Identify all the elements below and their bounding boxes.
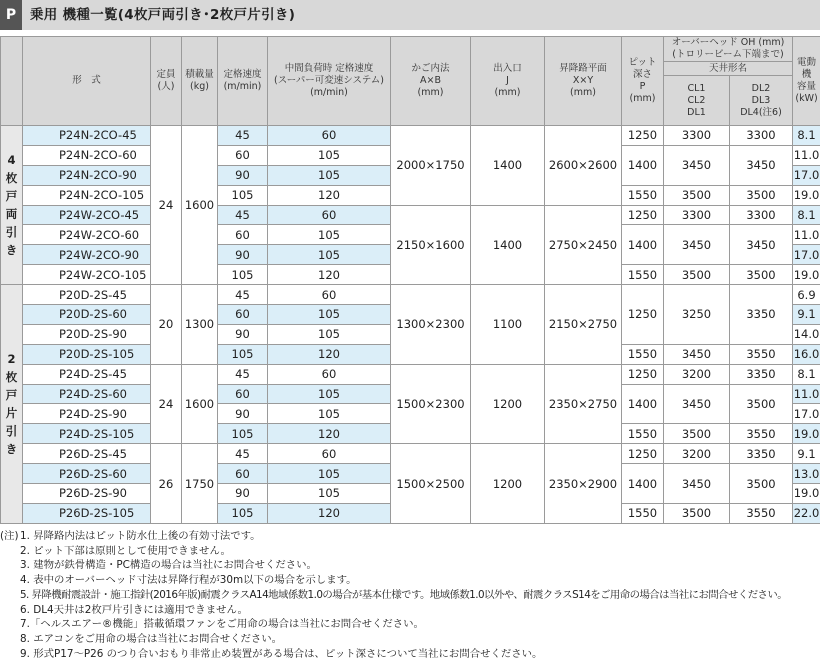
motor-cell: 8.1 — [793, 364, 820, 384]
model-cell: P24N-2CO-60 — [23, 145, 151, 165]
mid-speed-cell: 60 — [268, 205, 391, 225]
pit-cell: 1400 — [622, 145, 664, 185]
model-cell: P24W-2CO-45 — [23, 205, 151, 225]
pit-cell: 1400 — [622, 225, 664, 265]
model-cell: P24D-2S-90 — [23, 404, 151, 424]
pit-cell: 1250 — [622, 285, 664, 345]
note-text: 7.「ヘルスエアー®機能」搭載循環ファンをご用命の場合は当社にお問合せください。 — [20, 618, 424, 631]
motor-cell: 13.0 — [793, 464, 820, 484]
header-ceiling-cl: CL1 CL2 DL1 — [664, 76, 730, 126]
header-entrance: 出入口 J (mm) — [471, 37, 545, 126]
speed-cell: 90 — [218, 324, 268, 344]
note-text: 1. 昇降路内法はピット防水仕上後の有効寸法です。 — [20, 530, 261, 542]
pit-cell: 1550 — [622, 344, 664, 364]
pit-cell: 1400 — [622, 384, 664, 424]
oh-cl-cell: 3250 — [664, 285, 730, 345]
header-ceiling-dl: DL2 DL3 DL4(注6) — [730, 76, 793, 126]
header-capacity: 定員 (人) — [151, 37, 182, 126]
header-overhead: オーバーヘッド OH (mm) (トロリービーム下端まで) — [664, 37, 793, 62]
pit-cell: 1400 — [622, 464, 664, 504]
speed-cell: 45 — [218, 205, 268, 225]
motor-cell: 19.0 — [793, 424, 820, 444]
car-size-cell: 2150×1600 — [391, 205, 471, 285]
mid-speed-cell: 105 — [268, 484, 391, 504]
mid-speed-cell: 120 — [268, 344, 391, 364]
mid-speed-cell: 105 — [268, 324, 391, 344]
oh-cl-cell: 3500 — [664, 424, 730, 444]
mid-speed-cell: 105 — [268, 165, 391, 185]
page-title: 乗用 機種一覧(4枚戸両引き･2枚戸片引き) — [30, 7, 296, 23]
oh-dl-cell: 3500 — [730, 384, 793, 424]
capacity-cell: 26 — [151, 444, 182, 524]
load-cell: 1600 — [182, 126, 218, 285]
note-line — [0, 588, 820, 603]
model-cell: P26D-2S-60 — [23, 464, 151, 484]
model-cell: P20D-2S-90 — [23, 324, 151, 344]
oh-dl-cell: 3550 — [730, 503, 793, 523]
car-size-cell: 2000×1750 — [391, 126, 471, 206]
header-pit: ピット 深さ P (mm) — [622, 37, 664, 126]
entrance-cell: 1200 — [471, 364, 545, 444]
oh-cl-cell: 3500 — [664, 185, 730, 205]
speed-cell: 105 — [218, 185, 268, 205]
mid-speed-cell: 105 — [268, 225, 391, 245]
model-cell: P24W-2CO-60 — [23, 225, 151, 245]
speed-cell: 60 — [218, 384, 268, 404]
model-cell: P26D-2S-105 — [23, 503, 151, 523]
model-cell: P24D-2S-60 — [23, 384, 151, 404]
motor-cell: 11.0 — [793, 145, 820, 165]
speed-cell: 60 — [218, 225, 268, 245]
header-motor: 電動機 容量 (kW) — [793, 37, 820, 126]
oh-cl-cell: 3450 — [664, 225, 730, 265]
header-load: 積載量 (kg) — [182, 37, 218, 126]
speed-cell: 105 — [218, 265, 268, 285]
pit-cell: 1250 — [622, 364, 664, 384]
motor-cell: 11.0 — [793, 384, 820, 404]
entrance-cell: 1100 — [471, 285, 545, 365]
motor-cell: 16.0 — [793, 344, 820, 364]
model-cell: P20D-2S-105 — [23, 344, 151, 364]
mid-speed-cell: 60 — [268, 364, 391, 384]
oh-dl-cell: 3450 — [730, 145, 793, 185]
oh-cl-cell: 3500 — [664, 503, 730, 523]
capacity-cell: 24 — [151, 126, 182, 285]
note-line — [0, 647, 820, 662]
motor-cell: 19.0 — [793, 185, 820, 205]
mid-speed-cell: 120 — [268, 503, 391, 523]
model-cell: P20D-2S-45 — [23, 285, 151, 305]
oh-cl-cell: 3300 — [664, 126, 730, 146]
mid-speed-cell: 120 — [268, 185, 391, 205]
car-size-cell: 1500×2500 — [391, 444, 471, 524]
speed-cell: 45 — [218, 285, 268, 305]
oh-dl-cell: 3350 — [730, 364, 793, 384]
oh-dl-cell: 3500 — [730, 185, 793, 205]
entrance-cell: 1400 — [471, 126, 545, 206]
note-line — [0, 617, 820, 632]
motor-cell: 8.1 — [793, 205, 820, 225]
speed-cell: 90 — [218, 245, 268, 265]
note-text: 2. ピット下部は原則として使用できません。 — [20, 544, 231, 557]
note-text: 3. 建物が鉄骨構造・PC構造の場合は当社にお問合せください。 — [20, 559, 317, 572]
mid-speed-cell: 120 — [268, 424, 391, 444]
note-line — [0, 603, 820, 618]
note-line — [0, 632, 820, 647]
mid-speed-cell: 60 — [268, 126, 391, 146]
header-model: 形 式 — [23, 37, 151, 126]
model-cell: P20D-2S-60 — [23, 305, 151, 325]
header-blank — [1, 37, 23, 126]
model-cell: P24N-2CO-90 — [23, 165, 151, 185]
entrance-cell: 1400 — [471, 205, 545, 285]
note-text: 6. DL4天井は2枚戸片引きには適用できません。 — [20, 603, 248, 616]
pit-cell: 1250 — [622, 205, 664, 225]
oh-cl-cell: 3500 — [664, 265, 730, 285]
capacity-cell: 20 — [151, 285, 182, 365]
oh-dl-cell: 3550 — [730, 424, 793, 444]
motor-cell: 9.1 — [793, 444, 820, 464]
speed-cell: 60 — [218, 464, 268, 484]
speed-cell: 105 — [218, 503, 268, 523]
motor-cell: 11.0 — [793, 225, 820, 245]
motor-cell: 6.9 — [793, 285, 820, 305]
speed-cell: 45 — [218, 126, 268, 146]
car-size-cell: 1300×2300 — [391, 285, 471, 365]
model-cell: P24D-2S-105 — [23, 424, 151, 444]
speed-cell: 60 — [218, 305, 268, 325]
mid-speed-cell: 105 — [268, 384, 391, 404]
motor-cell: 8.1 — [793, 126, 820, 146]
header-ceiling: 天井形名 — [664, 62, 793, 76]
oh-dl-cell: 3300 — [730, 126, 793, 146]
pit-cell: 1550 — [622, 185, 664, 205]
speed-cell: 105 — [218, 424, 268, 444]
oh-dl-cell: 3350 — [730, 444, 793, 464]
oh-cl-cell: 3450 — [664, 464, 730, 504]
oh-cl-cell: 3200 — [664, 444, 730, 464]
oh-dl-cell: 3550 — [730, 344, 793, 364]
load-cell: 1600 — [182, 364, 218, 444]
hoistway-cell: 2750×2450 — [545, 205, 622, 285]
hoistway-cell: 2350×2750 — [545, 364, 622, 444]
note-line — [0, 558, 820, 573]
note-text: 5. 昇降機耐震設計・施工指針(2016年版)耐震クラスA14地域係数1.0の場合が基本仕様です。地域係数1.0以外や、耐震クラスS14をご用命の場合は当社にお問合せください。 — [20, 588, 788, 601]
mid-speed-cell: 105 — [268, 245, 391, 265]
speed-cell: 90 — [218, 165, 268, 185]
model-cell: P24N-2CO-105 — [23, 185, 151, 205]
speed-cell: 45 — [218, 364, 268, 384]
mid-speed-cell: 105 — [268, 145, 391, 165]
motor-cell: 22.0 — [793, 503, 820, 523]
model-cell: P26D-2S-45 — [23, 444, 151, 464]
model-cell: P24W-2CO-105 — [23, 265, 151, 285]
speed-cell: 45 — [218, 444, 268, 464]
speed-cell: 90 — [218, 404, 268, 424]
load-cell: 1300 — [182, 285, 218, 365]
note-line — [0, 544, 820, 559]
pit-cell: 1250 — [622, 444, 664, 464]
door-group-label: 2枚戸片引き — [1, 285, 23, 524]
note-line — [0, 529, 820, 544]
capacity-cell: 24 — [151, 364, 182, 444]
motor-cell: 17.0 — [793, 165, 820, 185]
header-hoistway: 昇降路平面 X×Y (mm) — [545, 37, 622, 126]
oh-dl-cell: 3300 — [730, 205, 793, 225]
oh-dl-cell: 3350 — [730, 285, 793, 345]
oh-cl-cell: 3200 — [664, 364, 730, 384]
mid-speed-cell: 60 — [268, 444, 391, 464]
hoistway-cell: 2350×2900 — [545, 444, 622, 524]
model-cell: P24W-2CO-90 — [23, 245, 151, 265]
motor-cell: 9.1 — [793, 305, 820, 325]
mid-speed-cell: 105 — [268, 305, 391, 325]
door-group-label: 4枚戸両引き — [1, 126, 23, 285]
hoistway-cell: 2150×2750 — [545, 285, 622, 365]
oh-dl-cell: 3500 — [730, 464, 793, 504]
oh-cl-cell: 3450 — [664, 344, 730, 364]
title-bar — [0, 0, 820, 30]
mid-speed-cell: 60 — [268, 285, 391, 305]
mid-speed-cell: 120 — [268, 265, 391, 285]
motor-cell: 19.0 — [793, 484, 820, 504]
header-mid-speed: 中間負荷時 定格速度 (スーパー可変速システム) (m/min) — [268, 37, 391, 126]
section-badge: P — [0, 0, 22, 30]
header-speed: 定格速度 (m/min) — [218, 37, 268, 126]
pit-cell: 1550 — [622, 424, 664, 444]
pit-cell: 1550 — [622, 265, 664, 285]
oh-cl-cell: 3450 — [664, 145, 730, 185]
speed-cell: 60 — [218, 145, 268, 165]
notes-section — [0, 529, 820, 661]
model-cell: P24N-2CO-45 — [23, 126, 151, 146]
speed-cell: 105 — [218, 344, 268, 364]
model-cell: P26D-2S-90 — [23, 484, 151, 504]
motor-cell: 19.0 — [793, 265, 820, 285]
oh-dl-cell: 3500 — [730, 265, 793, 285]
mid-speed-cell: 105 — [268, 464, 391, 484]
model-cell: P24D-2S-45 — [23, 364, 151, 384]
header-car-size: かご内法 A×B (mm) — [391, 37, 471, 126]
note-text: 8. エアコンをご用命の場合は当社にお問合せください。 — [20, 632, 283, 645]
speed-cell: 90 — [218, 484, 268, 504]
oh-cl-cell: 3450 — [664, 384, 730, 424]
mid-speed-cell: 105 — [268, 404, 391, 424]
pit-cell: 1550 — [622, 503, 664, 523]
note-lead: (注) — [0, 530, 19, 542]
motor-cell: 17.0 — [793, 245, 820, 265]
pit-cell: 1250 — [622, 126, 664, 146]
note-text: 9. 形式P17～P26 のつり合いおもり非常止め装置がある場合は、ピット深さについて当社にお問合せください。 — [20, 647, 543, 660]
note-line — [0, 573, 820, 588]
oh-dl-cell: 3450 — [730, 225, 793, 265]
motor-cell: 14.0 — [793, 324, 820, 344]
load-cell: 1750 — [182, 444, 218, 524]
motor-cell: 17.0 — [793, 404, 820, 424]
oh-cl-cell: 3300 — [664, 205, 730, 225]
spec-table — [0, 36, 820, 524]
entrance-cell: 1200 — [471, 444, 545, 524]
note-text: 4. 表中のオーバーヘッド寸法は昇降行程が30m以下の場合を示します。 — [20, 574, 357, 587]
car-size-cell: 1500×2300 — [391, 364, 471, 444]
hoistway-cell: 2600×2600 — [545, 126, 622, 206]
